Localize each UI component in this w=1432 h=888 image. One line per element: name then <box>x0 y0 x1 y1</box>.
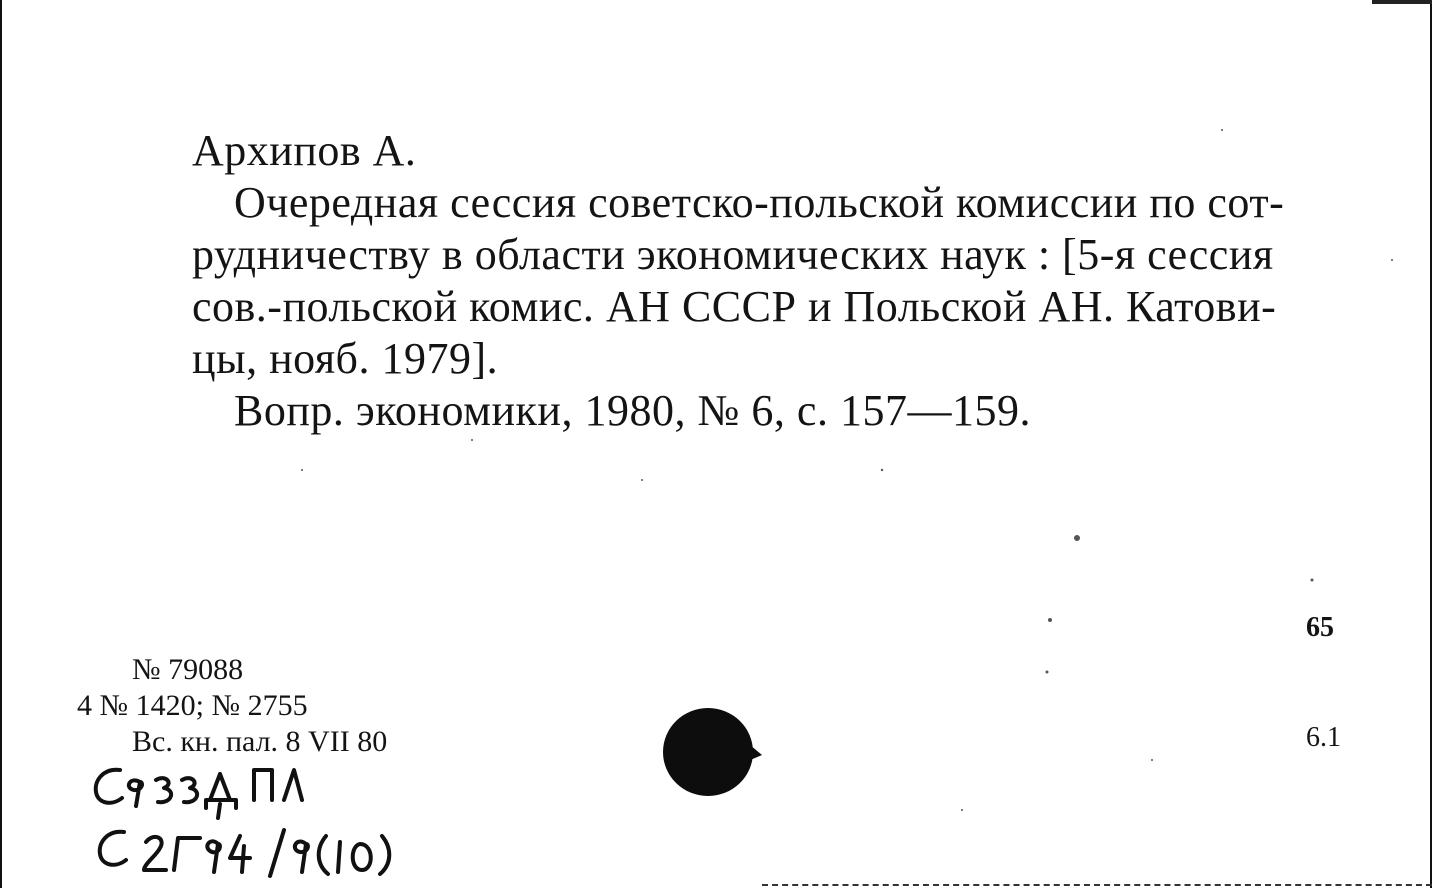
title-line-4: цы, нояб. 1979]. <box>192 334 499 383</box>
title-line-1: Очередная сессия советско-польской комиссии по сот- <box>234 178 1285 227</box>
classification-number: 6.1 <box>1306 722 1341 753</box>
inventory-line-2: 4 № 1420; № 2755 <box>77 689 308 722</box>
inventory-line-1: № 79088 <box>132 653 244 686</box>
inventory-line-3: Вс. кн. пал. 8 VII 80 <box>132 725 388 758</box>
title-line-3: сов.-польской комис. АН СССР и Польской АН. Катови- <box>192 282 1277 331</box>
source-line: Вопр. экономики, 1980, № 6, с. 157—159. <box>234 386 1031 435</box>
scan-speckles <box>2 0 1432 888</box>
author-heading: Архипов А. <box>192 126 417 175</box>
title-line-2: рудничеству в области экономических наук : [5-я сессия <box>192 230 1274 279</box>
card-number: 65 <box>1306 612 1334 643</box>
